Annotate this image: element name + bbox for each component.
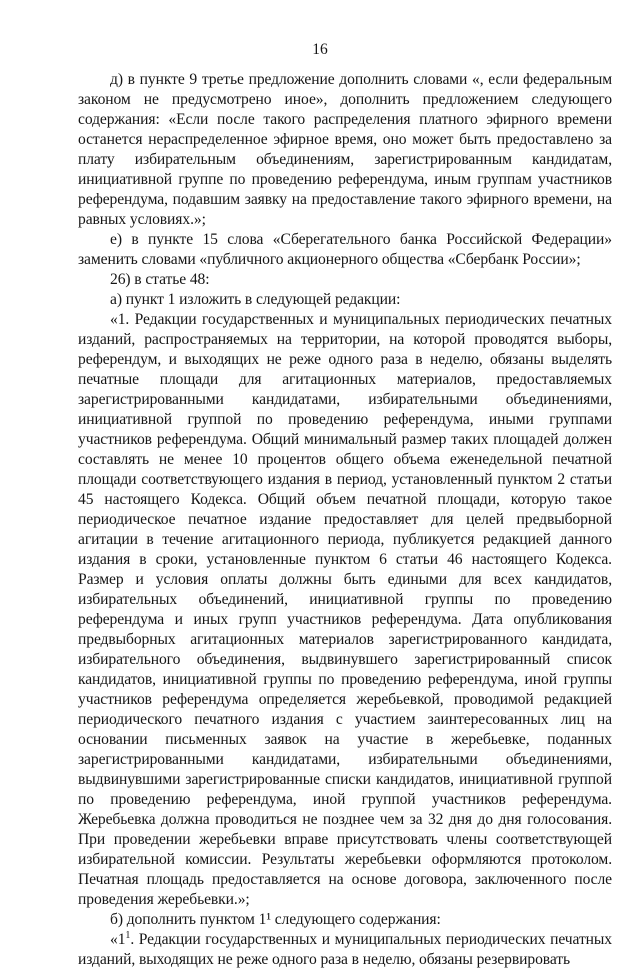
paragraph-e: е) в пункте 15 слова «Сберегательного банка Российской Федерации» заменить словами «публичного акционерного общества «Сбербанк России»; <box>78 231 612 268</box>
point-prefix: «1 <box>110 931 126 948</box>
paragraph-point-1-1 <box>78 930 612 970</box>
paragraph-b: б) дополнить пунктом 1¹ следующего содержания: <box>110 911 441 928</box>
point-text: . Редакции государственных и муниципальных периодических печатных изданий, выходящих не реже одного раза в неделю, обязаны резервировать <box>78 931 612 968</box>
page-number: 16 <box>312 41 328 58</box>
point-superscript: 1 <box>125 929 131 941</box>
paragraph-d: д) в пункте 9 третье предложение дополнить словами «, если федеральным законом не предусмотрено иное», дополнить предложением следующего содержания: «Если после такого распределения платного эфирного времени останется нераспределенное эфирное время, оно может быть предоставлено за плату избирательным объединениям, зарегистрированным кандидатам, инициативной группе по проведению референдума, иным группам участников референдума, подавшим заявку на предоставление такого эфирного времени, на равных условиях.»; <box>78 71 612 228</box>
paragraph-point-1: «1. Редакции государственных и муниципальных периодических печатных изданий, распространяемых на территории, на которой проводятся выборы, референдум, и выходящих не реже одного раза в неделю, обязаны выделять печатные площади для агитационных материалов, предоставляемых зарегистрированными кандидатами, избирательными объединениями, инициативной группой по проведению референдума, иными группами участников референдума. Общий минимальный размер таких площадей должен составлять не менее 10 процентов общего объема еженедельной печатной площади соответствующего издания в период, установленный пунктом 2 статьи 45 настоящего Кодекса. Общий объем печатной площади, которую такое периодическое печатное издание предоставляет для целей предвыборной агитации в течение агитационного периода, публикуется редакцией данного издания в сроки, установленные пунктом 6 статьи 46 настоящего Кодекса. Размер и условия оплаты должны быть едиными для всех кандидатов, избирательных объединений, инициативной группы по проведению референдума и иных групп участников референдума. Дата опубликования предвыборных агитационных материалов зарегистрированного кандидата, избирательного объединения, выдвинувшего зарегистрированный список кандидатов, инициативной группы по проведению референдума, иной группы участников референдума определяется жеребьевкой, проводимой редакцией периодического печатного издания с участием заинтересованных лиц на основании письменных заявок на участие в жеребьевке, поданных зарегистрированными кандидатами, избирательными объединениями, выдвинувшими зарегистрированные списки кандидатов, инициативной группой по проведению референдума, иной группой участников референдума. Жеребьевка должна проводиться не позднее чем за 32 дня до дня голосования. При проведении жеребьевки вправе присутствовать члены соответствующей избирательной комиссии. Результаты жеребьевки оформляются протоколом. Печатная площадь предоставляется на основе договора, заключенного после проведения жеребьевки.»; <box>78 311 612 908</box>
paragraph-26: 26) в статье 48: <box>110 271 210 288</box>
paragraph-a: а) пункт 1 изложить в следующей редакции: <box>110 291 401 308</box>
document-body <box>78 70 612 970</box>
